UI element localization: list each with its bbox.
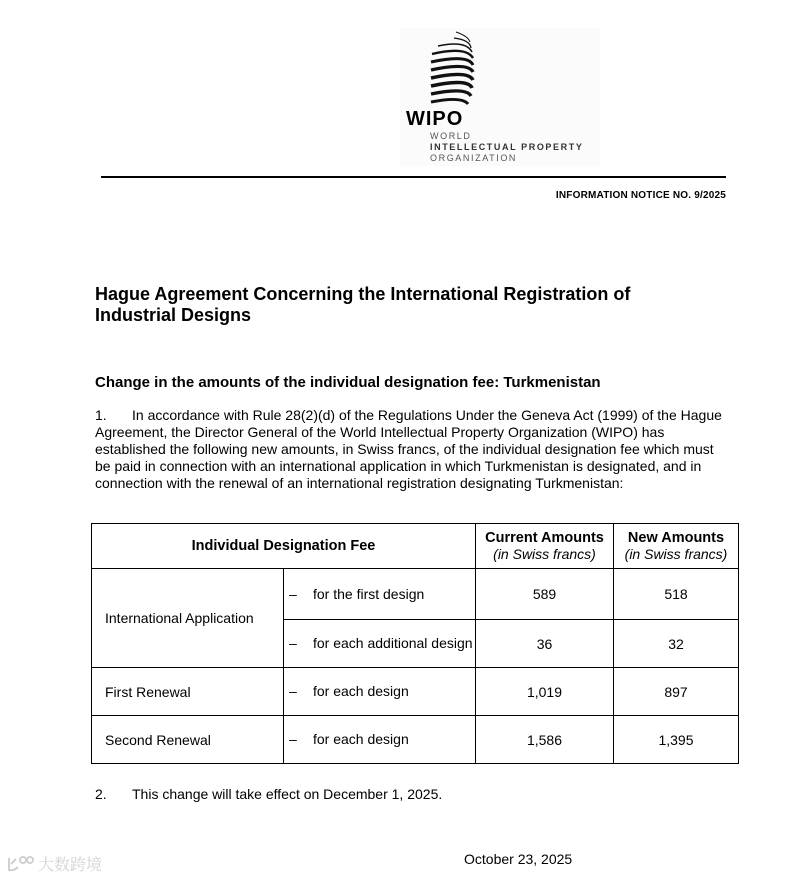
watermark-text: 大数跨境 (38, 855, 103, 874)
header-new-amounts: New Amounts (in Swiss francs) (614, 524, 739, 569)
logo-acronym: WIPO (406, 108, 464, 130)
dash-bullet: – (289, 683, 297, 699)
header-fee: Individual Designation Fee (92, 524, 476, 569)
logo-line-world: WORLD (430, 131, 472, 141)
row-category: International Application (92, 569, 284, 668)
new-amount: 518 (614, 569, 739, 620)
paragraph-number: 2. (95, 786, 107, 802)
row-description: – for the first design (284, 569, 476, 620)
dash-bullet: – (289, 731, 297, 747)
notice-number: INFORMATION NOTICE NO. 9/2025 (555, 190, 726, 201)
dash-bullet: – (289, 635, 297, 651)
paragraph-text: In accordance with Rule 28(2)(d) of the Regulations Under the Geneva Act (1999) of the Hague Agreement, the Director General of the World Intellectual Property Organization (WIPO) has established the following new amounts, in Swiss francs, of the individual designation fee which must be paid in connection with an international application in which Turkmenistan is designated, and in connection with the renewal of an international registration designating Turkmenistan: (95, 407, 722, 491)
header-current-amounts: Current Amounts (in Swiss francs) (476, 524, 614, 569)
header-current-unit: (in Swiss francs) (493, 546, 596, 562)
row-category: Second Renewal (92, 716, 284, 764)
table-row (92, 716, 739, 764)
paragraph-2 (95, 786, 442, 803)
current-amount: 589 (476, 569, 614, 620)
row-description: – for each design (284, 668, 476, 716)
document-subtitle: Change in the amounts of the individual designation fee: Turkmenistan (95, 374, 601, 391)
row-category: First Renewal (92, 668, 284, 716)
wipo-emblem-icon (428, 30, 476, 110)
current-amount: 1,586 (476, 716, 614, 764)
watermark (6, 852, 102, 875)
header-divider (101, 176, 726, 178)
row-description: – for each design (284, 716, 476, 764)
new-amount: 897 (614, 668, 739, 716)
paragraph-number: 1. (95, 407, 107, 423)
paragraph-text: This change will take effect on December 1, 2025. (132, 786, 443, 802)
watermark-logo-icon (6, 855, 34, 873)
logo-line-intellectual-property: INTELLECTUAL PROPERTY (430, 142, 584, 152)
logo-line-organization: ORGANIZATION (430, 153, 518, 163)
paragraph-1 (95, 407, 727, 492)
row-description: – for each additional design (284, 620, 476, 668)
table-header-row (92, 524, 739, 569)
table-row (92, 569, 739, 620)
new-amount: 1,395 (614, 716, 739, 764)
current-amount: 36 (476, 620, 614, 668)
document-title: Hague Agreement Concerning the International Registration of Industrial Designs (95, 284, 631, 325)
table-row (92, 668, 739, 716)
fee-table (91, 523, 739, 764)
current-amount: 1,019 (476, 668, 614, 716)
new-amount: 32 (614, 620, 739, 668)
header-new-unit: (in Swiss francs) (624, 546, 728, 562)
document-date: October 23, 2025 (464, 851, 573, 867)
dash-bullet: – (289, 585, 297, 602)
